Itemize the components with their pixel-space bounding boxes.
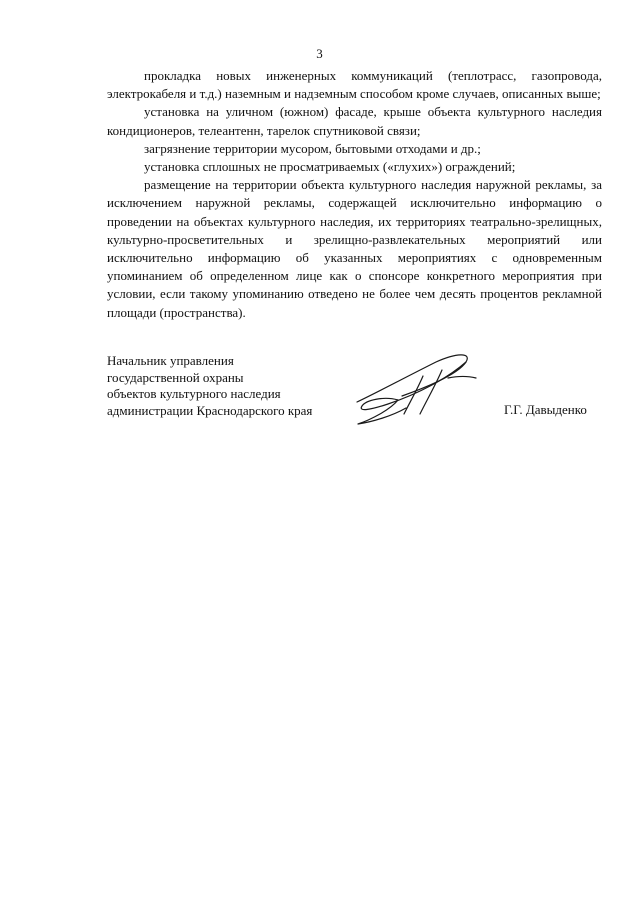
signatory-position bbox=[107, 353, 357, 419]
page-number: 3 bbox=[316, 46, 323, 61]
paragraph-advertising: размещение на территории объекта культурного наследия наружной рекламы, за исключением наружной рекламы, содержащей исключительно информацию о проведении на объектах культурного наследия, их территориях театрально-зрелищных, культурно-просветительных и зрелищно-развлекательных мероприятий или исключительно информацию об указанных мероприятиях с одновременным упоминанием об определенном лице как о спонсоре конкретного мероприятия при условии, если такому упоминанию отведено не более чем десять процентов рекламной площади (пространства). bbox=[107, 177, 602, 320]
position-line: объектов культурного наследия bbox=[107, 386, 281, 401]
position-line: Начальник управления bbox=[107, 353, 234, 368]
paragraph-pollution: загрязнение территории мусором, бытовыми отходами и др.; bbox=[144, 140, 481, 156]
position-line: государственной охраны bbox=[107, 369, 244, 385]
handwritten-signature bbox=[348, 348, 486, 430]
document-body bbox=[107, 67, 602, 322]
signatory-name: Г.Г. Давыденко bbox=[504, 402, 587, 417]
paragraph-facade-installations: установка на уличном (южном) фасаде, крыше объекта культурного наследия кондиционеров, телеантенн, тарелок спутниковой связи; bbox=[107, 104, 602, 138]
position-line: администрации Краснодарского края bbox=[107, 402, 313, 418]
paragraph-communications: прокладка новых инженерных коммуникаций (теплотрасс, газопровода, электрокабеля и т.д.) наземным и надземным способом кроме случаев, описанных выше; bbox=[107, 68, 602, 102]
paragraph-fences: установка сплошных не просматриваемых («глухих») ограждений; bbox=[144, 159, 516, 175]
